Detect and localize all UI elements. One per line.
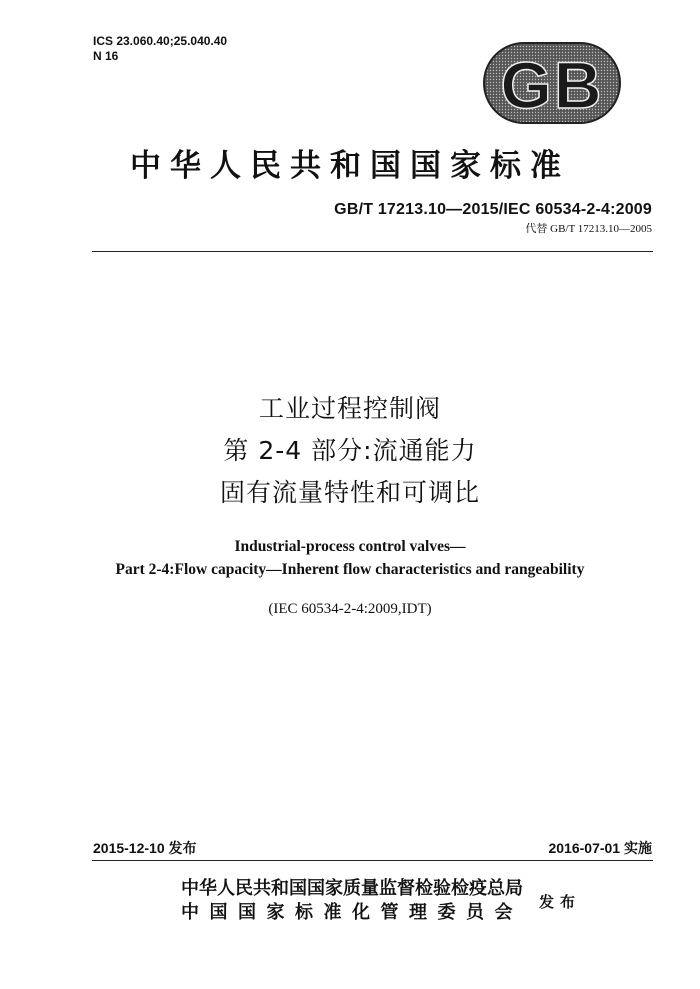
ics-code: ICS 23.060.40;25.040.40 bbox=[93, 34, 228, 48]
issue-date: 2015-12-10 发布 bbox=[93, 840, 197, 856]
chinese-title-line2: 第 2-4 部分:流通能力 bbox=[223, 436, 477, 465]
implementation-date: 2016-07-01 实施 bbox=[548, 840, 652, 856]
english-title-line1: Industrial-process control valves— bbox=[234, 538, 466, 555]
gb-logo-text: GB bbox=[500, 48, 604, 122]
issuer-aqsiq: 中华人民共和国国家质量监督检验检疫总局 bbox=[181, 878, 523, 899]
chinese-title-line3: 固有流量特性和可调比 bbox=[219, 478, 480, 507]
chinese-title-line1: 工业过程控制阀 bbox=[258, 394, 441, 423]
classification-codes bbox=[93, 34, 227, 64]
gb-logo bbox=[483, 42, 621, 124]
ccs-code: N 16 bbox=[93, 49, 119, 63]
standard-number-block bbox=[334, 201, 652, 236]
replaces-standard: 代替 GB/T 17213.10—2005 bbox=[525, 223, 652, 235]
issuing-authorities bbox=[181, 877, 523, 925]
org-title: 中华人民共和国国家标准 bbox=[130, 148, 570, 184]
standard-number: GB/T 17213.10—2015/IEC 60534-2-4:2009 bbox=[334, 201, 652, 218]
chinese-title bbox=[0, 388, 700, 514]
english-title bbox=[0, 535, 700, 581]
iec-reference: (IEC 60534-2-4:2009,IDT) bbox=[268, 601, 432, 617]
bottom-divider bbox=[92, 860, 653, 861]
top-divider bbox=[92, 251, 653, 252]
issuer-sac: 中国国家标准化管理委员会 bbox=[181, 902, 523, 923]
english-title-line2: Part 2-4:Flow capacity—Inherent flow characteristics and rangeability bbox=[115, 561, 585, 578]
publish-label: 发布 bbox=[539, 893, 582, 911]
